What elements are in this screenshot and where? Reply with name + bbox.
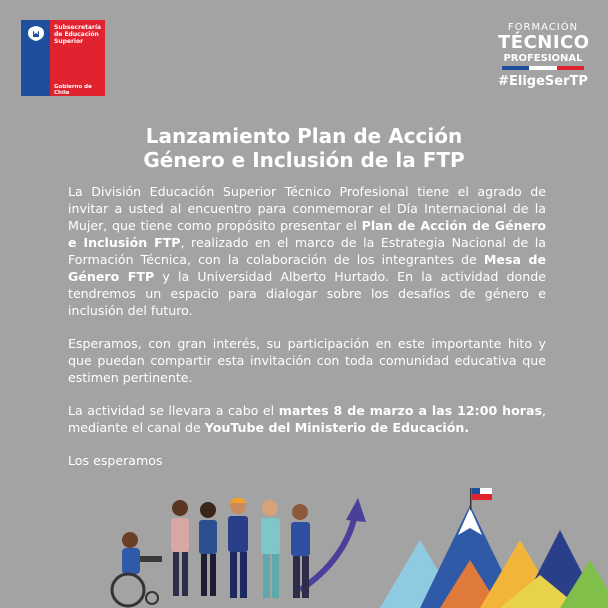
logo-flag-bar [502, 66, 584, 70]
paragraph-intro: La División Educación Superior Técnico Profesional tiene el agrado de invitar a usted al encuentro para conmemorar el Día Internacional de la Mujer, que tiene como propósito presentar el Plan de Acción de Género e Inclusión FTP, realizado en el marco de la Estrategia Nacional de la Formación Técnica, con la colaboración de los integrantes de Mesa de Género FTP y la Universidad Alberto Hurtado. En la actividad donde tendremos un espacio para dialogar sobre los desafíos de género e inclusión del futuro. [68, 184, 546, 318]
invitation-body [68, 183, 546, 485]
paragraph-participation: Esperamos, con gran interés, su participación en este importante hito y que puedan compartir esta invitación con toda comunidad educativa que estimen pertinente. [68, 336, 546, 385]
mountains-icon [380, 505, 608, 608]
coat-of-arms-icon [24, 23, 48, 43]
logo-formacion-text: FORMACIÓN [507, 22, 579, 33]
illustration [0, 480, 608, 608]
logo-profesional-text: PROFESIONAL [503, 53, 583, 64]
logo-tecnico-text: TÉCNICO [498, 32, 590, 53]
formacion-tp-logo [498, 22, 588, 89]
workers-group-icon [112, 498, 310, 607]
hashtag-text: #EligeSerTP [498, 74, 588, 89]
paragraph-event-details: La actividad se llevara a cabo el martes 8 de marzo a las 12:00 horas, mediante el canal de YouTube del Ministerio de Educación. [68, 403, 546, 435]
paragraph-closing: Los esperamos [68, 453, 163, 468]
subsecretaria-logo [21, 20, 105, 96]
logo-gobierno-text: Gobierno de Chile [54, 84, 92, 96]
logo-subsecretaria-text: Subsecretaría de Educación Superior [54, 24, 102, 45]
chile-flag-icon [470, 488, 492, 510]
page-title: Lanzamiento Plan de Acción Género e Inclusión de la FTP [143, 124, 465, 172]
